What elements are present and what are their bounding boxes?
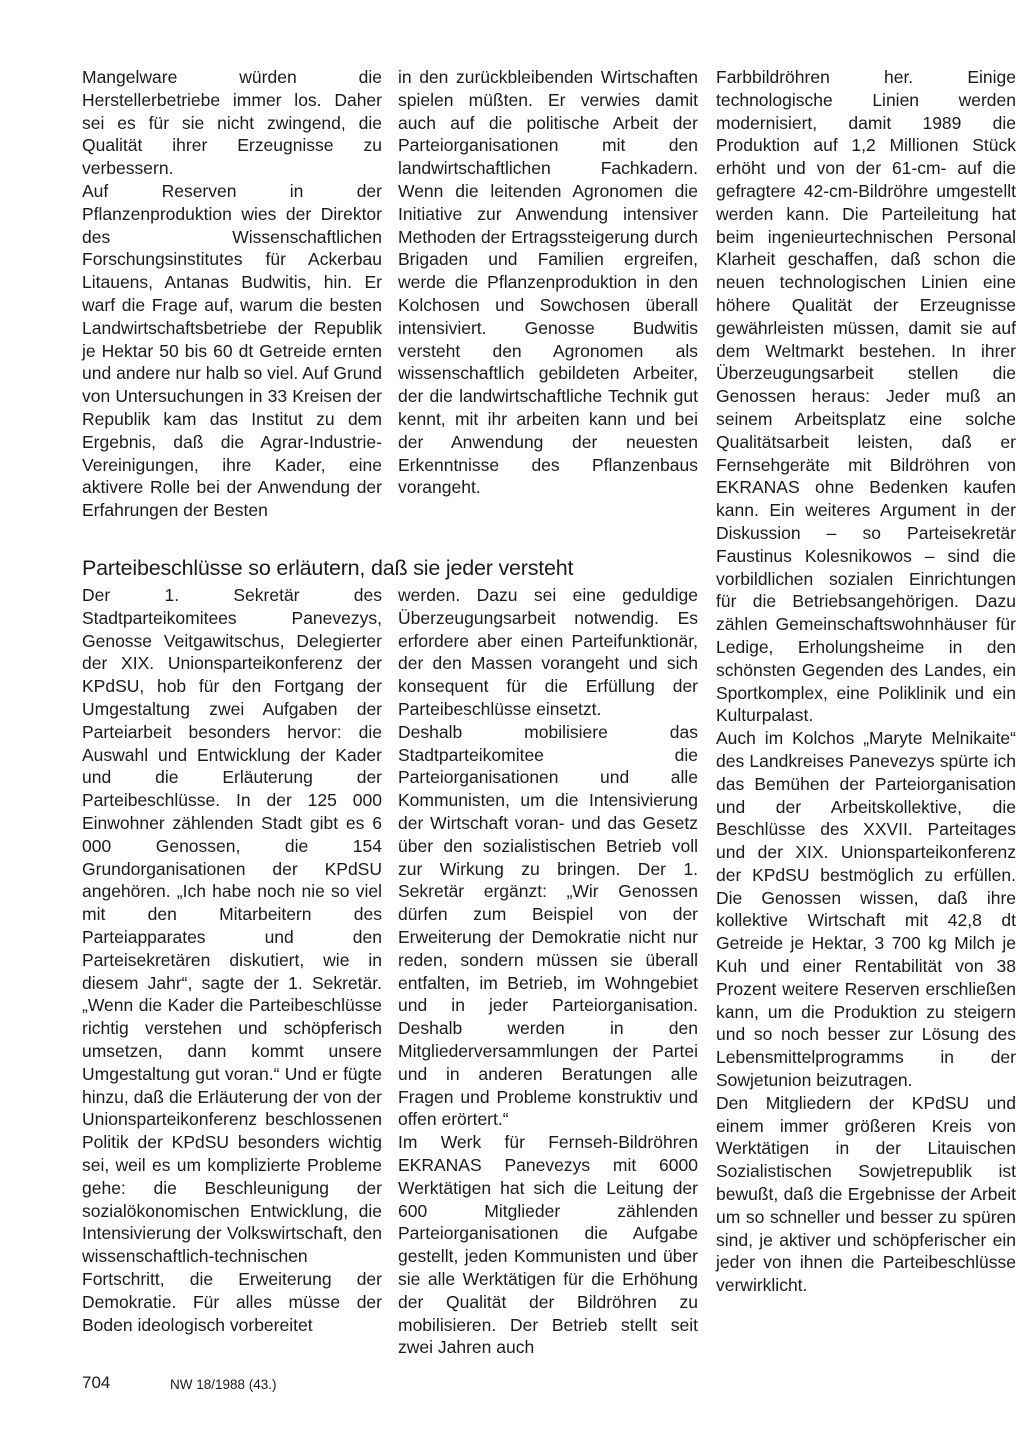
paragraph: Im Werk für Fernseh-Bildröhren EKRANAS Panevezys mit 6000 Werktätigen hat sich die Leitung der 600 Mitglieder zählenden Parteiorganisationen die Aufgabe gestellt, jeden Kommunisten und über sie alle Werktätigen für die Erhöhung der Qualität der Bildröhren zu mobilisieren. Der Betrieb stellt seit zwei Jahren auch <box>398 1132 698 1358</box>
paragraph: Den Mitgliedern der KPdSU und einem immer größeren Kreis von Werktätigen in der Litauischen Sozialistischen Sowjetrepublik ist bewußt, daß die Ergebnisse der Arbeit um so schneller und besser zu spüren sind, je aktiver und schöpferischer ein jeder von ihnen die Parteibeschlüsse verwirklicht. <box>716 1092 1016 1296</box>
article-column-bottom-middle <box>398 584 698 1359</box>
paragraph: Auch im Kolchos „Maryte Melnikaite“ des Landkreises Panevezys spürte ich das Bemühen der Parteiorganisation und der Arbeitskollektive, die Beschlüsse des XXVII. Parteitages und der XIX. Unionsparteikonferenz der KPdSU bestmöglich zu erfüllen. Die Genossen wissen, daß ihre kollektive Wirtschaft mit 42,8 dt Getreide je Hektar, 3 700 kg Milch je Kuh und einer Rentabilität von 38 Prozent weitere Reserven erschließen kann, um die Produktion zu steigern und so noch besser zur Lösung des Lebensmittelprogramms in der Sowjetunion beizutragen. <box>716 728 1016 1091</box>
paragraph: in den zurückbleibenden Wirtschaften spielen müßten. Er verwies damit auch auf die politische Arbeit der Parteiorganisationen mit den landwirtschaftlichen Fachkadern. Wenn die leitenden Agronomen die Initiative zur Anwendung intensiver Methoden der Ertragssteigerung durch Brigaden und Familien ergreifen, werde die Pflanzenproduktion in den Kolchosen und Sowchosen überall intensiviert. Genosse Budwitis versteht den Agronomen als wissenschaftlich gebildeten Arbeiter, der die landwirtschaftliche Technik gut kennt, mit ihr arbeiten kann und bei der Anwendung der neuesten Erkenntnisse des Pflanzenbaus vorangeht. <box>398 67 698 498</box>
article-column-right <box>716 66 1016 1297</box>
article-column-bottom-left <box>82 584 382 1336</box>
paragraph: Mangelware würden die Herstellerbetriebe immer los. Daher sei es für sie nicht zwingend, die Qualität ihrer Erzeugnisse zu verbessern. <box>82 67 382 179</box>
paragraph: Deshalb mobilisiere das Stadtparteikomitee die Parteiorganisationen und alle Kommunisten, um die Intensivierung der Wirtschaft voran- und das Gesetz über den sozialistischen Betrieb voll zur Wirkung zu bringen. Der 1. Sekretär ergänzt: „Wir Genossen dürfen zum Beispiel von der Erweiterung der Demokratie nicht nur reden, sondern müssen sie überall entfalten, im Betrieb, im Wohngebiet und in jeder Parteiorganisation. Deshalb werden in den Mitgliederversammlungen der Partei und in anderen Beratungen alle Fragen und Probleme konstruktiv und offen erörtert.“ <box>398 721 698 1130</box>
page-number: 704 <box>82 1373 111 1392</box>
article-column-top-middle <box>398 66 698 499</box>
article-column-top-left <box>82 66 382 522</box>
paragraph: Farbbildröhren her. Einige technologische Linien werden modernisiert, damit 1989 die Produktion auf 1,2 Millionen Stück erhöht und von der 61-cm- auf die gefragtere 42-cm-Bildröhre umgestellt werden kann. Die Parteileitung hat beim ingenieurtechnischen Personal Klarheit geschaffen, daß schon die neuen technologischen Linien eine höhere Qualität der Erzeugnisse gewährleisten müssen, damit sie auf dem Weltmarkt bestehen. In ihrer Überzeugungsarbeit stellen die Genossen heraus: Jeder muß an seinem Arbeitsplatz eine solche Qualitätsarbeit leisten, daß er Fernsehgeräte mit Bildröhren von EKRANAS ohne Bedenken kaufen kann. Ein weiteres Argument in der Diskussion – so Parteisekretär Faustinus Kolesnikowos – sind die vorbildlichen sozialen Einrichtungen für die Betriebsangehörigen. Dazu zählen Gemeinschaftswohnhäuser für Ledige, Erholungsheime in den schönsten Gegenden des Landes, ein Sportkomplex, eine Poliklinik und ein Kulturpalast. <box>716 67 1016 726</box>
section-headline: Parteibeschlüsse so erläutern, daß sie jeder versteht <box>82 555 574 580</box>
issue-reference: NW 18/1988 (43.) <box>170 1377 277 1392</box>
paragraph: werden. Dazu sei eine geduldige Überzeugungsarbeit notwendig. Es erfordere aber einen Parteifunktionär, der den Massen vorangeht und sich konsequent für die Erfüllung der Parteibeschlüsse einsetzt. <box>398 585 698 719</box>
paragraph: Der 1. Sekretär des Stadtparteikomitees Panevezys, Genosse Veitgawitschus, Delegierter der XIX. Unionsparteikonferenz der KPdSU, hob für den Fortgang der Umgestaltung zwei Aufgaben der Parteiarbeit besonders hervor: die Auswahl und Entwicklung der Kader und die Erläuterung der Parteibeschlüsse. In der 125 000 Einwohner zählenden Stadt gibt es 6 000 Genossen, die 154 Grundorganisationen der KPdSU angehören. „Ich habe noch nie so viel mit den Mitarbeitern des Parteiapparates und den Parteisekretären diskutiert, wie in diesem Jahr“, sagte der 1. Sekretär. „Wenn die Kader die Parteibeschlüsse richtig verstehen und schöpferisch umsetzen, dann kommt unsere Umgestaltung gut voran.“ Und er fügte hinzu, daß die Erläuterung der von der Unionsparteikonferenz beschlossenen Politik der KPdSU besonders wichtig sei, weil es um komplizierte Probleme gehe: die Beschleunigung der sozialökonomischen Entwicklung, die Intensivierung der Volkswirtschaft, den wissenschaftlich-technischen Fortschritt, die Erweiterung der Demokratie. Für alles müsse der Boden ideologisch vorbereitet <box>82 585 382 1335</box>
paragraph: Auf Reserven in der Pflanzenproduktion wies der Direktor des Wissenschaftlichen Forschungsinstitutes für Ackerbau Litauens, Antanas Budwitis, hin. Er warf die Frage auf, warum die besten Landwirtschaftsbetriebe der Republik je Hektar 50 bis 60 dt Getreide ernten und andere nur halb so viel. Auf Grund von Untersuchungen in 33 Kreisen der Republik kam das Institut zu dem Ergebnis, daß die Agrar-Industrie-Vereinigungen, ihre Kader, eine aktivere Rolle bei der Anwendung der Erfahrungen der Besten <box>82 180 382 521</box>
